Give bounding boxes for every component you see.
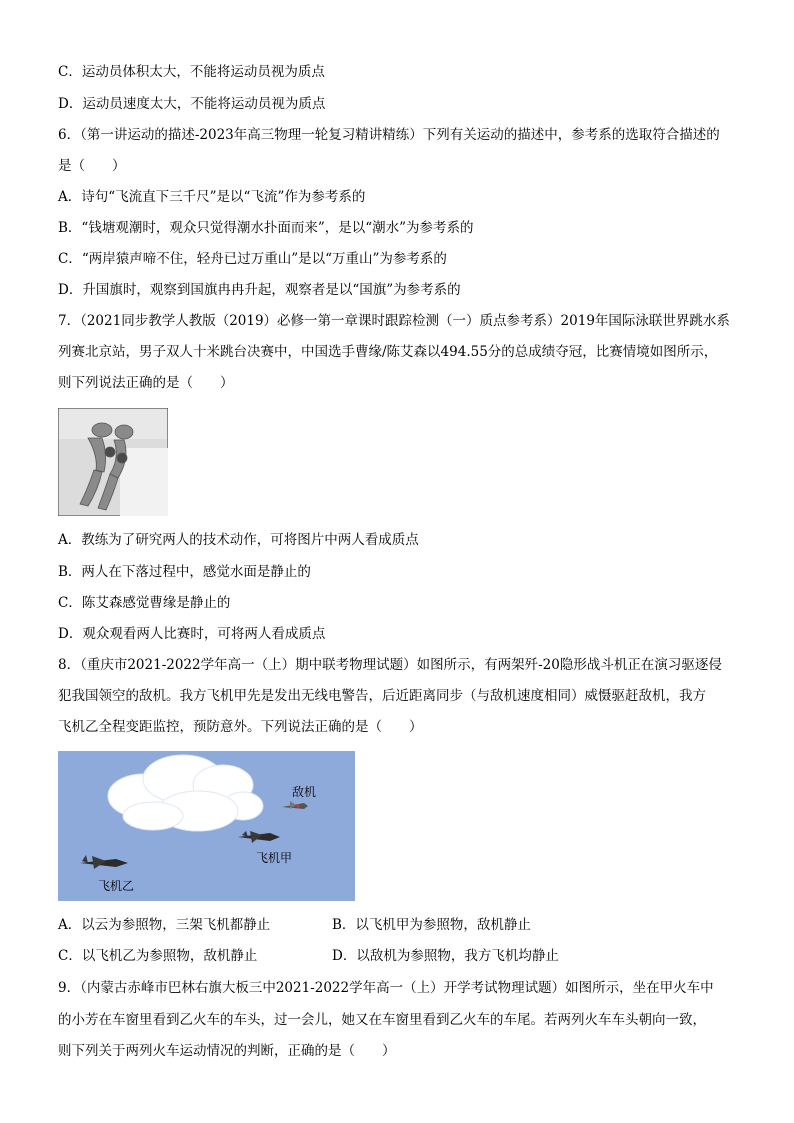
fighter-jets-figure (58, 751, 355, 901)
q7-option-c: C．陈艾森感觉曹缘是静止的 (58, 595, 231, 611)
q8-stem-line2: 犯我国领空的敌机。我方飞机甲先是发出无线电警告，后近距离同步（与敌机速度相同）威慑驱赶敌机，我方 (58, 688, 706, 704)
q8-option-a: A．以云为参照物，三架飞机都静止 (58, 917, 271, 933)
q6-option-d: D．升国旗时，观察到国旗冉冉升起，观察者是以“国旗”为参考系的 (58, 282, 461, 298)
q9-stem-line1: 9．（内蒙古赤峰市巴林右旗大板三中2021-2022学年高一（上）开学考试物理试题）如图所示，坐在甲火车中 (58, 980, 714, 996)
q6-option-c: C．“两岸猿声啼不住，轻舟已过万重山”是以“万重山”为参考系的 (58, 251, 447, 267)
q9-stem-line2: 的小芳在车窗里看到乙火车的车头，过一会儿，她又在车窗里看到乙火车的车尾。若两列火车车头朝向一致， (58, 1012, 706, 1028)
fighter-jets-image (58, 751, 355, 901)
q8-option-d: D．以敌机为参照物，我方飞机均静止 (332, 948, 559, 964)
q7-option-b: B．两人在下落过程中，感觉水面是静止的 (58, 564, 311, 580)
q6-stem-line1: 6．（第一讲运动的描述-2023年高三物理一轮复习精讲精练）下列有关运动的描述中，参考系的选取符合描述的 (58, 127, 720, 143)
q8-option-c: C．以飞机乙为参照物，敌机静止 (58, 948, 258, 964)
diving-photo (58, 408, 168, 516)
q7-stem-line1: 7．（2021同步教学人教版（2019）必修一第一章课时跟踪检测（一）质点参考系）2019年国际泳联世界跳水系 (58, 313, 730, 329)
label-enemy: 敌机 (292, 785, 317, 799)
q6-option-b: B．“钱塘观潮时，观众只觉得潮水扑面而来”，是以“潮水”为参考系的 (58, 220, 474, 236)
diving-photo-image (58, 408, 168, 516)
q6-stem-line2: 是（ ） (58, 158, 126, 174)
q8-stem-line3: 飞机乙全程变距监控，预防意外。下列说法正确的是（ ） (58, 719, 423, 735)
q8-stem-line1: 8．（重庆市2021-2022学年高一（上）期中联考物理试题）如图所示，有两架歼-20隐形战斗机正在演习驱逐侵 (58, 657, 722, 673)
q5-option-d: D．运动员速度太大，不能将运动员视为质点 (58, 96, 326, 112)
label-jet-yi: 飞机乙 (98, 879, 135, 893)
label-jet-jia: 飞机甲 (256, 851, 293, 865)
q6-option-a: A．诗句“飞流直下三千尺”是以“飞流”作为参考系的 (58, 189, 366, 205)
q8-option-b: B．以飞机甲为参照物，敌机静止 (332, 917, 531, 933)
q7-option-d: D．观众观看两人比赛时，可将两人看成质点 (58, 626, 326, 642)
q7-option-a: A．教练为了研究两人的技术动作，可将图片中两人看成质点 (58, 532, 419, 548)
q5-option-c: C．运动员体积太大，不能将运动员视为质点 (58, 64, 325, 80)
q7-stem-line2: 列赛北京站，男子双人十米跳台决赛中，中国选手曹缘/陈艾森以494.55分的总成绩夺冠，比赛情境如图所示， (58, 344, 718, 360)
q7-stem-line3: 则下列说法正确的是（ ） (58, 375, 234, 391)
q9-stem-line3: 则下列关于两列火车运动情况的判断，正确的是（ ） (58, 1043, 396, 1059)
